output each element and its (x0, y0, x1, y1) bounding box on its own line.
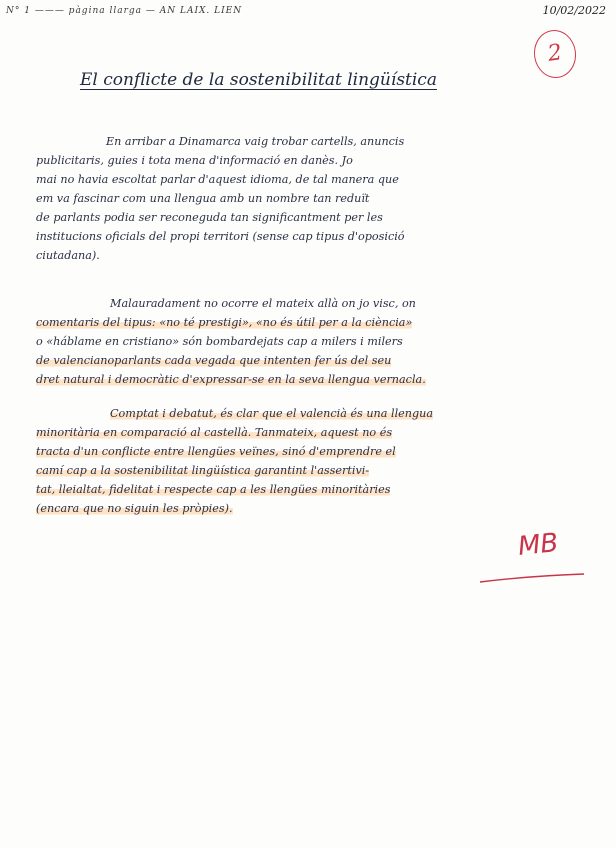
paragraph-line: (encara que no siguin les pròpies). (36, 502, 233, 515)
paragraph-3 (36, 404, 548, 518)
signature-underline (478, 572, 588, 586)
paragraph-line: mai no havia escoltat parlar d'aquest idioma, de tal manera que (36, 173, 399, 186)
header-note (6, 6, 242, 16)
paragraph-line: comentaris del tipus: «no té prestigi», «no és útil per a la ciència» (36, 316, 413, 329)
paragraph-line: Comptat i debatut, és clar que el valencià és una llengua (110, 407, 434, 420)
paragraph-2 (36, 294, 548, 389)
paragraph-line: de valencianoparlants cada vegada que intenten fer ús del seu (36, 354, 392, 367)
date-label: 10/02/2022 (542, 4, 606, 17)
essay-title: El conflicte de la sostenibilitat lingüística (80, 70, 437, 90)
paragraph-line: de parlants podia ser reconeguda tan significantment per les (36, 211, 383, 224)
paragraph-line: ciutadana). (36, 249, 100, 262)
paragraph-1 (36, 132, 548, 265)
paragraph-line: institucions oficials del propi territori (sense cap tipus d'oposició (36, 230, 405, 243)
paragraph-line: dret natural i democràtic d'expressar-se en la seva llengua vernacla. (36, 373, 426, 386)
paragraph-line: o «háblame en cristiano» són bombardejats cap a milers i milers (36, 335, 403, 348)
paragraph-line: En arribar a Dinamarca vaig trobar cartells, anuncis (106, 135, 405, 148)
paragraph-line: em va fascinar com una llengua amb un nombre tan reduït (36, 192, 370, 205)
circled-page-number: 2 (531, 27, 579, 80)
signature-initials: MB (516, 527, 560, 563)
header-note-text: N° 1 ——— pàgina llarga — AN LAIX. LIEN (6, 6, 243, 16)
paragraph-line: camí cap a la sostenibilitat lingüística garantint l'assertivi- (36, 464, 370, 477)
paragraph-line: tat, lleialtat, fidelitat i respecte cap a les llengües minoritàries (36, 483, 391, 496)
paragraph-line: tracta d'un conflicte entre llengües veïnes, sinó d'emprendre el (36, 445, 396, 458)
paragraph-line: minoritària en comparació al castellà. Tanmateix, aquest no és (36, 426, 393, 439)
paragraph-line: Malauradament no ocorre el mateix allà on jo visc, on (110, 297, 416, 310)
paragraph-line: publicitaris, guies i tota mena d'informació en danès. Jo (36, 154, 353, 167)
